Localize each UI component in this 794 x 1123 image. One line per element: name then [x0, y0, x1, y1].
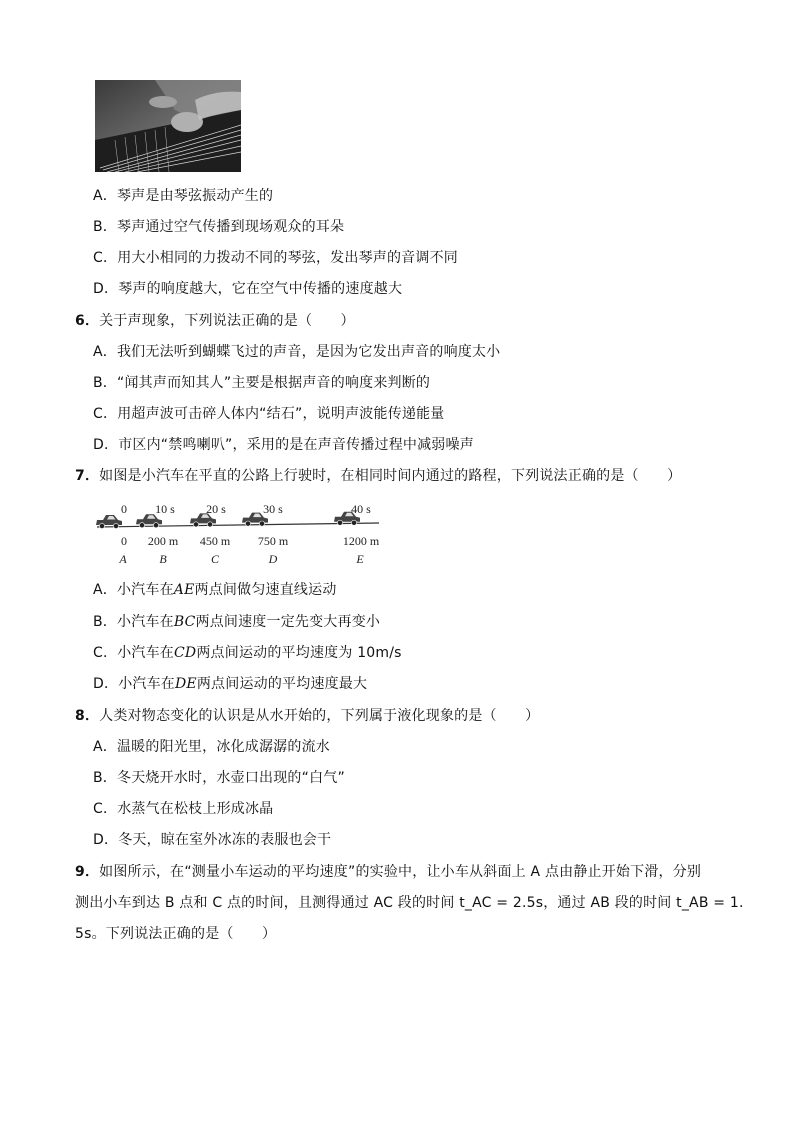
option-letter: B．	[93, 219, 118, 235]
option-text: 两点间做匀速直线运动	[194, 582, 337, 598]
option-letter: D．	[93, 437, 119, 453]
option-letter: A．	[93, 582, 117, 598]
q8-option-d[interactable]	[93, 830, 331, 850]
option-letter: D．	[93, 281, 119, 297]
time-label: 0	[121, 503, 127, 516]
option-letter: C．	[93, 250, 118, 266]
point-label: A	[119, 552, 127, 566]
q9-stem-line-3	[75, 924, 276, 944]
point-label: C	[210, 552, 220, 566]
q6-stem	[75, 311, 355, 331]
option-letter: C．	[93, 645, 118, 661]
q5-option-b[interactable]	[93, 217, 344, 237]
distance-label: 1200 m	[342, 534, 380, 548]
option-text: 琴声是由琴弦振动产生的	[116, 188, 274, 204]
option-letter: B．	[93, 614, 118, 630]
option-text: 用大小相同的力拨动不同的琴弦，发出琴声的音调不同	[117, 250, 458, 266]
option-letter: D．	[93, 676, 119, 692]
option-text: 冬天烧开水时，水壶口出现的“白气”	[117, 770, 345, 786]
q8-stem	[75, 706, 539, 726]
option-text: 冬天，晾在室外冰冻的表服也会干	[118, 832, 332, 848]
segment-variable: DE	[175, 676, 197, 692]
option-text: 小汽车在	[118, 676, 175, 692]
time-label: 40 s	[351, 503, 371, 516]
question-text: 关于声现象，下列说法正确的是（ ）	[99, 313, 355, 329]
option-letter: A．	[93, 739, 117, 755]
q9-stem-line-1	[75, 862, 701, 882]
q7-option-a[interactable]	[93, 580, 337, 600]
q7-stem	[75, 466, 681, 486]
time-label: 20 s	[206, 503, 226, 516]
question-text: 如图所示，在“测量小车运动的平均速度”的实验中，让小车从斜面上 A 点由静止开始下滑，分别	[99, 864, 702, 880]
question-text: 测出小车到达 B 点和 C 点的时间，且测得通过 AC 段的时间 t_AC = 2.5s，通过 AB 段的时间 t_AB = 1.	[75, 895, 744, 911]
q7-option-c[interactable]	[93, 643, 402, 663]
question-text: 人类对物态变化的认识是从水开始的，下列属于液化现象的是（ ）	[99, 708, 540, 724]
time-label: 10 s	[155, 503, 175, 516]
q5-option-a[interactable]	[93, 186, 273, 206]
question-number: 9．	[75, 864, 100, 880]
q8-option-c[interactable]	[93, 799, 273, 819]
q7-option-d[interactable]	[93, 674, 367, 694]
segment-variable: AE	[173, 582, 195, 598]
option-text: 我们无法听到蝴蝶飞过的声音，是因为它发出声音的响度太小	[116, 344, 501, 360]
question-number: 8．	[75, 708, 100, 724]
option-letter: D．	[93, 832, 119, 848]
distance-label: 450 m	[199, 534, 231, 548]
option-text: 小汽车在	[117, 645, 174, 661]
distance-label: 0	[121, 534, 127, 548]
option-text: “闻其声而知其人”主要是根据声音的响度来判断的	[117, 375, 431, 391]
question-text: 如图是小汽车在平直的公路上行驶时，在相同时间内通过的路程，下列说法正确的是（ ）	[99, 468, 682, 484]
q5-option-d[interactable]	[93, 279, 402, 299]
option-text: 水蒸气在松枝上形成冰晶	[117, 801, 274, 817]
q6-option-d[interactable]	[93, 435, 474, 455]
question-number: 6．	[75, 313, 100, 329]
question-text: 5s。下列说法正确的是（ ）	[75, 926, 277, 942]
segment-variable: CD	[174, 645, 197, 661]
q9-stem-line-2	[75, 893, 744, 913]
question-number: 7．	[75, 468, 100, 484]
point-label: D	[268, 552, 278, 566]
time-label: 30 s	[263, 503, 283, 516]
guzheng-photo	[95, 80, 241, 172]
option-text: 温暖的阳光里，冰化成潺潺的流水	[116, 739, 330, 755]
option-text: 小汽车在	[116, 582, 174, 598]
distance-label: 200 m	[147, 534, 179, 548]
q6-option-b[interactable]	[93, 373, 430, 393]
option-letter: C．	[93, 801, 118, 817]
option-letter: B．	[93, 375, 118, 391]
q8-option-a[interactable]	[93, 737, 330, 757]
option-text: 小汽车在	[117, 614, 174, 630]
q8-option-b[interactable]	[93, 768, 345, 788]
option-letter: C．	[93, 406, 118, 422]
q6-option-c[interactable]	[93, 404, 445, 424]
option-text: 用超声波可击碎人体内“结石”，说明声波能传递能量	[117, 406, 445, 422]
option-text: 琴声通过空气传播到现场观众的耳朵	[117, 219, 345, 235]
option-letter: A．	[93, 188, 117, 204]
option-text: 市区内“禁鸣喇叭”，采用的是在声音传播过程中减弱噪声	[118, 437, 474, 453]
segment-variable: BC	[173, 614, 196, 630]
q5-option-c[interactable]	[93, 248, 458, 268]
option-letter: A．	[93, 344, 117, 360]
option-text: 两点间运动的平均速度最大	[196, 676, 368, 692]
point-label: B	[159, 552, 167, 566]
distance-label: 750 m	[257, 534, 289, 548]
point-label: E	[356, 552, 364, 566]
option-text: 两点间运动的平均速度为 10m/s	[196, 645, 402, 661]
option-text: 两点间速度一定先变大再变小	[195, 614, 381, 630]
option-letter: B．	[93, 770, 118, 786]
car-motion-diagram	[95, 503, 385, 571]
q6-option-a[interactable]	[93, 342, 500, 362]
q7-option-b[interactable]	[93, 612, 380, 632]
option-text: 琴声的响度越大，它在空气中传播的速度越大	[118, 281, 403, 297]
